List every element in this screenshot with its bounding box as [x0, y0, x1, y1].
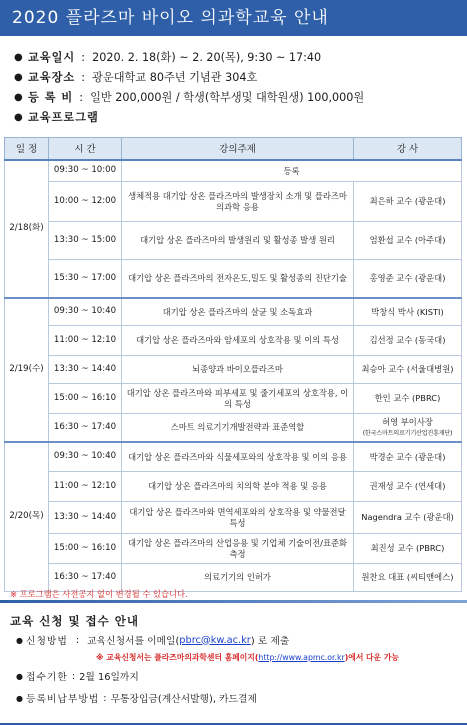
- time-cell: 16:30 ~ 17:40: [49, 414, 122, 442]
- homepage-link[interactable]: http://www.apmc.or.kr: [258, 653, 345, 662]
- time-cell: 10:00 ~ 12:00: [49, 182, 122, 222]
- date-cell: 2/18(화): [5, 160, 49, 298]
- schedule-label: 교육일시: [28, 51, 76, 64]
- header-topic: 강의주제: [122, 138, 354, 160]
- apply-method-row: ● 신청방법 : 교육신청서를 이메일( pbrc@kw.ac.kr ) 로 제출: [16, 634, 290, 647]
- section-divider: [0, 600, 467, 603]
- table-row: [5, 260, 462, 298]
- instructor-cell: 홍영준 교수 (광운대): [354, 260, 462, 298]
- table-row: [5, 384, 462, 414]
- time-cell: 09:30 ~ 10:40: [49, 298, 122, 326]
- schedule-table: [4, 137, 462, 592]
- info-schedule: [14, 47, 459, 67]
- info-fee: [14, 87, 459, 107]
- topic-cell: 등록: [122, 160, 462, 182]
- time-cell: 13:30 ~ 15:00: [49, 222, 122, 260]
- payment-value: 무통장입금(계산서발행), 카드결제: [110, 694, 257, 705]
- schedule-value: : 2020. 2. 18(화) ~ 2. 20(목), 9:30 ~ 17:40: [81, 51, 322, 64]
- instructor-cell: 최승아 교수 (서울대병원): [354, 356, 462, 384]
- download-note: ※ 교육신청서는 플라즈마의과학센터 홈페이지(http://www.apmc.or.kr)에서 다운 가능: [96, 653, 399, 662]
- table-row: [5, 534, 462, 564]
- table-row: [5, 326, 462, 356]
- instructor-cell: 박경순 교수 (광운대): [354, 442, 462, 472]
- header-instructor: 강 사: [354, 138, 462, 160]
- fee-value: : 일반 200,000원 / 학생(학부생및 대학원생) 100,000원: [79, 91, 365, 104]
- time-cell: 15:30 ~ 17:00: [49, 260, 122, 298]
- instructor-cell: 최진성 교수 (PBRC): [354, 534, 462, 564]
- bullet-icon: ●: [14, 111, 23, 123]
- bullet-icon: ●: [14, 71, 23, 83]
- topic-cell: 대기압 상온 플라즈마와 면역세포와의 상호작용 및 약물전달 특성: [122, 502, 354, 534]
- table-header-row: [5, 138, 462, 160]
- header-date: 일 정: [5, 138, 49, 160]
- date-cell: 2/20(목): [5, 442, 49, 592]
- time-cell: 13:30 ~ 14:40: [49, 502, 122, 534]
- apply-deadline-row: ● 접수기한 : 2월 16일까지: [16, 670, 139, 683]
- topic-cell: 대기압 상온 플라즈마와 피부세포 및 줄기세포의 상호작용, 이의 특성: [122, 384, 354, 414]
- table-row: [5, 472, 462, 502]
- method-prefix: 교육신청서를 이메일(: [87, 636, 180, 647]
- time-cell: 11:00 ~ 12:10: [49, 472, 122, 502]
- table-row: [5, 298, 462, 326]
- bullet-icon: ●: [16, 671, 23, 681]
- info-program: [14, 107, 459, 127]
- apply-payment-row: ● 등록비납부방법 : 무통장입금(계산서발행), 카드결제: [16, 692, 257, 705]
- instructor-cell: 엄환섭 교수 (아주대): [354, 222, 462, 260]
- table-row: [5, 356, 462, 384]
- topic-cell: 대기압 상온 플라즈마의 산업응용 및 기업체 기술이전/표준화 측정: [122, 534, 354, 564]
- topic-cell: 대기압 상온 플라즈마의 발생원리 및 활성종 발생 원리: [122, 222, 354, 260]
- time-cell: 11:00 ~ 12:10: [49, 326, 122, 356]
- time-cell: 13:30 ~ 14:40: [49, 356, 122, 384]
- bullet-icon: ●: [16, 635, 23, 645]
- topic-cell: 뇌종양과 바이오플라즈마: [122, 356, 354, 384]
- instructor-org: (한국스마트의료기기산업진흥재단): [362, 430, 453, 438]
- topic-cell: 생체적용 대기압 상온 플라즈마의 발생장치 소개 및 플라즈마 의과학 응용: [122, 182, 354, 222]
- info-section: [14, 47, 459, 127]
- table-row: [5, 222, 462, 260]
- topic-cell: 대기압 상온 플라즈마의 전자온도,밀도 및 활성종의 진단기술: [122, 260, 354, 298]
- instructor-name: 허영 부이사장: [382, 416, 433, 427]
- topic-cell: 스마트 의료기기개발전략과 표준역할: [122, 414, 354, 442]
- time-cell: 09:30 ~ 10:00: [49, 160, 122, 182]
- topic-cell: 대기압 상온 플라즈마의 치의학 분야 적용 및 응용: [122, 472, 354, 502]
- program-label: 교육프로그램: [28, 111, 99, 124]
- email-link[interactable]: pbrc@kw.ac.kr: [179, 634, 251, 646]
- topic-cell: 대기압 상온 플라즈마와 암세포의 상호작용 및 이의 특성: [122, 326, 354, 356]
- date-cell: 2/19(수): [5, 298, 49, 442]
- bullet-icon: ●: [16, 693, 23, 703]
- apply-title: 교육 신청 및 접수 안내: [10, 614, 139, 628]
- instructor-cell: 박창식 박사 (KISTI): [354, 298, 462, 326]
- method-label: 신청방법: [26, 636, 68, 647]
- time-cell: 15:00 ~ 16:10: [49, 384, 122, 414]
- instructor-cell: 김선정 교수 (동국대): [354, 326, 462, 356]
- deadline-value: 2월 16일까지: [79, 672, 139, 683]
- method-suffix: ) 로 제출: [250, 636, 290, 647]
- place-value: : 광운대학교 80주년 기념관 304호: [81, 71, 258, 84]
- schedule-notice: ※ 프로그램은 사전공지 없이 변경될 수 있습니다.: [10, 589, 188, 599]
- time-cell: 09:30 ~ 10:40: [49, 442, 122, 472]
- place-label: 교육장소: [28, 71, 76, 84]
- time-cell: 16:30 ~ 17:40: [49, 564, 122, 592]
- time-cell: 15:00 ~ 16:10: [49, 534, 122, 564]
- bullet-icon: ●: [14, 51, 23, 63]
- instructor-cell: 권재성 교수 (연세대): [354, 472, 462, 502]
- topic-cell: 대기압 상온 플라즈마와 식물세포와의 상호작용 및 이의 응용: [122, 442, 354, 472]
- table-row: [5, 442, 462, 472]
- topic-cell: 의료기기의 인허가: [122, 564, 354, 592]
- table-row: [5, 502, 462, 534]
- table-row: [5, 414, 462, 442]
- instructor-cell: 원찬요 대표 (씨티앤에스): [354, 564, 462, 592]
- instructor-cell: Nagendra 교수 (광운대): [354, 502, 462, 534]
- instructor-cell: 최은하 교수 (광운대): [354, 182, 462, 222]
- table-row: [5, 160, 462, 182]
- page-title: 2020 플라즈마 바이오 의과학교육 안내: [0, 0, 467, 36]
- bullet-icon: ●: [14, 91, 23, 103]
- deadline-label: 접수기한: [26, 672, 68, 683]
- fee-label: 등 록 비: [28, 91, 74, 104]
- instructor-cell: [354, 414, 462, 442]
- table-row: [5, 182, 462, 222]
- info-place: [14, 67, 459, 87]
- header-time: 시 간: [49, 138, 122, 160]
- payment-label: 등록비납부방법: [26, 694, 100, 705]
- topic-cell: 대기압 상온 플라즈마의 살균 및 소독효과: [122, 298, 354, 326]
- instructor-cell: 한인 교수 (PBRC): [354, 384, 462, 414]
